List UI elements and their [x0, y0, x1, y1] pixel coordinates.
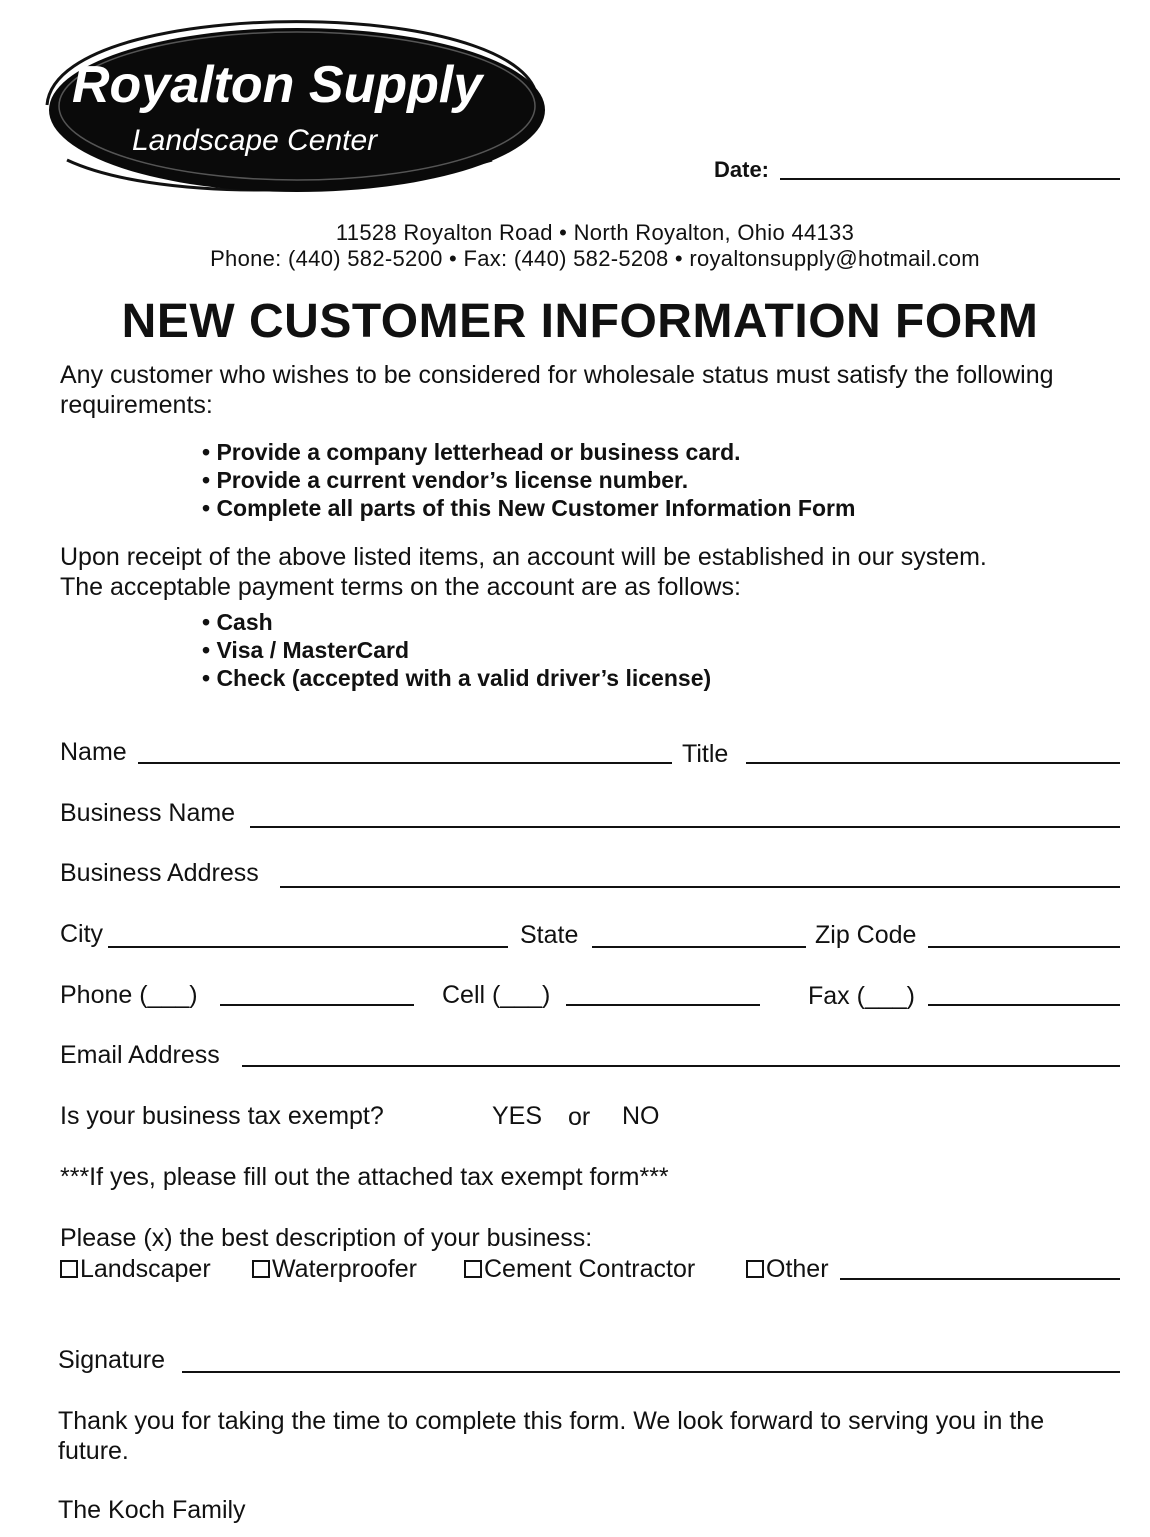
- address-line-2: Phone: (440) 582-5200 • Fax: (440) 582-5208 • royaltonsupply@hotmail.com: [210, 246, 980, 271]
- title-field[interactable]: [746, 762, 1120, 764]
- state-field[interactable]: [592, 946, 806, 948]
- tax-question: Is your business tax exempt?: [60, 1102, 384, 1130]
- zip-field[interactable]: [928, 946, 1120, 948]
- option-waterproofer[interactable]: [252, 1255, 417, 1284]
- checkbox-icon[interactable]: [746, 1260, 764, 1278]
- business-name-field[interactable]: [250, 826, 1120, 828]
- requirement-item: • Complete all parts of this New Customer Information Form: [202, 495, 856, 521]
- business-address-label: Business Address: [60, 859, 259, 887]
- name-label: Name: [60, 738, 127, 766]
- payment-term-item: • Visa / MasterCard: [202, 637, 410, 663]
- option-label: Waterproofer: [272, 1255, 417, 1283]
- date-line[interactable]: [780, 178, 1120, 180]
- closing-signoff: The Koch Family: [58, 1496, 246, 1524]
- tax-or-text: or: [568, 1103, 591, 1131]
- email-field[interactable]: [242, 1065, 1120, 1067]
- requirement-item: • Provide a current vendor’s license number.: [202, 467, 689, 493]
- tax-note: ***If yes, please fill out the attached tax exempt form***: [60, 1163, 669, 1191]
- zip-label: Zip Code: [815, 921, 917, 949]
- requirements-list: [202, 438, 855, 522]
- option-landscaper[interactable]: [60, 1255, 211, 1284]
- payment-terms-list: [202, 608, 711, 692]
- signature-field[interactable]: [182, 1371, 1120, 1373]
- form-title: NEW CUSTOMER INFORMATION FORM: [121, 295, 1039, 348]
- fax-field[interactable]: [928, 1004, 1120, 1006]
- logo-name: Royalton Supply: [72, 56, 483, 114]
- date-label: Date:: [714, 157, 770, 182]
- option-label: Cement Contractor: [484, 1255, 696, 1283]
- payment-term-item: • Check (accepted with a valid driver’s license): [202, 665, 712, 691]
- option-cement-contractor[interactable]: [464, 1255, 695, 1284]
- city-label: City: [60, 920, 104, 948]
- business-name-label: Business Name: [60, 799, 236, 827]
- option-label: Other: [766, 1255, 829, 1283]
- company-logo: [22, 10, 552, 205]
- receipt-text: Upon receipt of the above listed items, an account will be established in our system. The acceptable payment terms on the account are as follows:: [60, 543, 987, 601]
- option-other[interactable]: [746, 1255, 829, 1284]
- title-label: Title: [682, 740, 729, 768]
- business-address-field[interactable]: [280, 886, 1120, 888]
- payment-term-item: • Cash: [202, 609, 273, 635]
- other-field[interactable]: [840, 1278, 1120, 1280]
- checkbox-icon[interactable]: [464, 1260, 482, 1278]
- phone-label: Phone (___): [60, 981, 198, 1009]
- city-field[interactable]: [108, 946, 508, 948]
- signature-label: Signature: [58, 1346, 166, 1374]
- cell-label: Cell (___): [442, 981, 551, 1009]
- checkbox-icon[interactable]: [60, 1260, 78, 1278]
- intro-text: Any customer who wishes to be considered for wholesale status must satisfy the following requirements:: [60, 361, 1054, 419]
- fax-label: Fax (___): [808, 982, 915, 1010]
- business-type-prompt: Please (x) the best description of your business:: [60, 1224, 593, 1252]
- tax-no-option[interactable]: NO: [622, 1102, 660, 1130]
- requirement-item: • Provide a company letterhead or business card.: [202, 439, 741, 465]
- cell-field[interactable]: [566, 1004, 760, 1006]
- state-label: State: [520, 921, 579, 949]
- phone-field[interactable]: [220, 1004, 414, 1006]
- tax-yes-option[interactable]: YES: [492, 1102, 543, 1130]
- option-label: Landscaper: [80, 1255, 211, 1283]
- logo-subtitle: Landscape Center: [132, 124, 378, 157]
- name-field[interactable]: [138, 762, 672, 764]
- address-line-1: 11528 Royalton Road • North Royalton, Ohio 44133: [335, 220, 855, 245]
- checkbox-icon[interactable]: [252, 1260, 270, 1278]
- thank-you-text: Thank you for taking the time to complete this form. We look forward to serving you in the future.: [58, 1407, 1045, 1465]
- email-label: Email Address: [60, 1041, 220, 1069]
